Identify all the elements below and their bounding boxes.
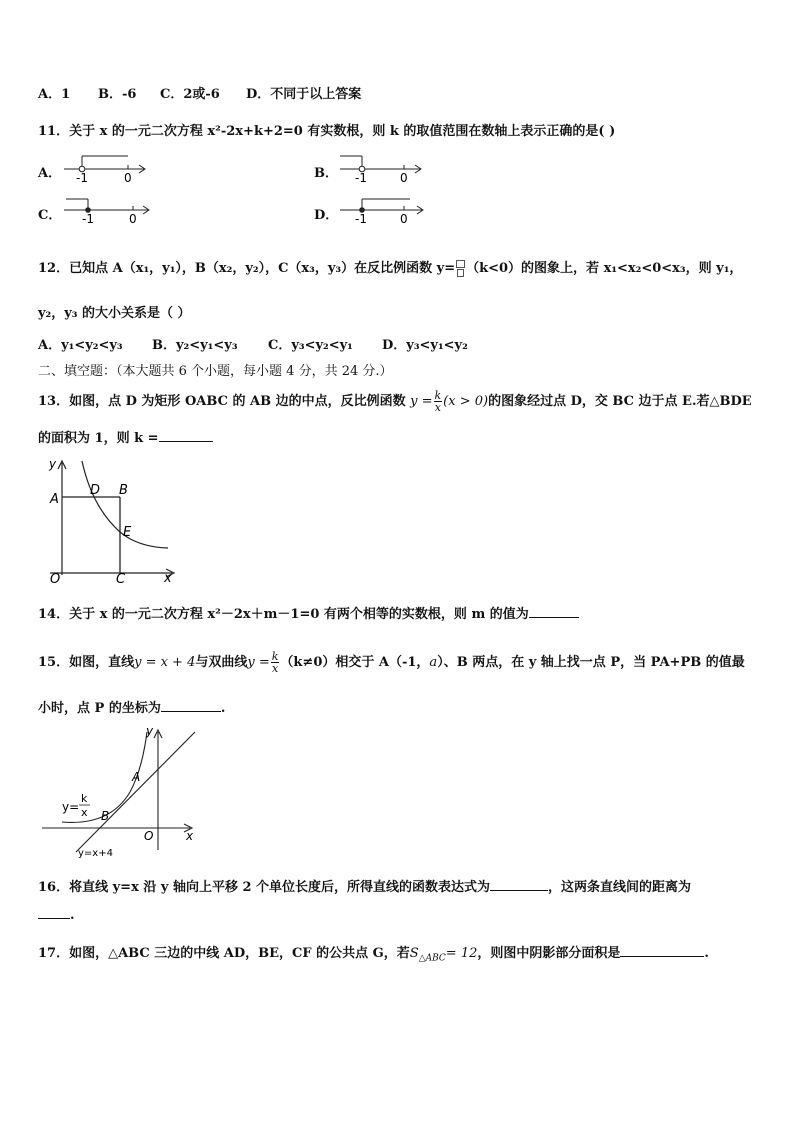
fig-label: y=x+4 [78,848,113,859]
q15-line2: 小时，点 P 的坐标为 . [38,701,226,716]
q17-stem: 17．如图，△ABC 三边的中线 AD，BE，CF 的公共点 G，若$S_{\triangle ABC}= 12$，则图中阴影部分面积是 . [38,946,709,964]
q12-stem-part1: 12．已知点 A（x₁，y₁），B（x₂，y₂），C（x₃，y₃）在反比例函数 y= [38,261,456,276]
q11-numberline-d [338,194,428,227]
q11-option-d-label: D． [314,208,339,223]
q15-fraction: $\frac{k}{x}$ [271,650,279,675]
q12-fraction-placeholder [456,260,465,277]
fig-label: y [146,724,154,738]
q10-option-d: D．不同于以上答案 [246,87,362,102]
tick-label: 0 [400,212,408,226]
q11-numberline-a [62,151,148,184]
fig-label: E [123,525,132,540]
tick-label: -1 [76,171,88,184]
section-2-title: 二、填空题：（本大题共 6 个小题，每小题 4 分，共 24 分.） [38,364,393,379]
q12-option-d: D．y₃<y₁<y₂ [382,338,468,353]
tick-label: -1 [355,212,367,226]
q13-y-eq: y = [410,394,433,409]
tick-label: 0 [124,171,132,184]
q13-part2: 的图象经过点 D，交 BC 边于点 E.若△BDE [488,394,752,409]
q17-answer-blank[interactable] [620,944,704,957]
q13-condition: (x > 0) [443,394,489,409]
tick-label: 0 [129,212,137,226]
q14-stem: 14．关于 x 的一元二次方程 x²－2x＋m－1=0 有两个相等的实数根，则 m 的值为 [38,603,579,622]
q11-stem: 11．关于 x 的一元二次方程 x²-2x+k+2=0 有实数根，则 k 的取值范围在数轴上表示正确的是( ) [38,124,616,139]
q13-line2: 的面积为 1，则 k = [38,427,213,446]
q11-option-b-label: B． [314,166,338,181]
fig-label: x [164,571,172,586]
q12-stem [38,257,742,277]
q10-option-c: C．2或-6 [160,87,220,102]
fig-label: y= [62,800,80,814]
q16-stem: 16．将直线 y=x 沿 y 轴向上平移 2 个单位长度后，所得直线的函数表达式为 ，这两条直线间的距离为 [38,880,692,895]
q15-stem: 15．如图，直线y = x + 4与双曲线y = $\frac{k}{x}$ （k≠0）相交于 A（-1，a）、B 两点，在 y 轴上找一点 P，当 PA+PB 的值最 [38,650,745,675]
q13-part1: 13．如图，点 D 为矩形 OABC 的 AB 边的中点，反比例函数 [38,394,406,409]
q14-answer-blank[interactable] [529,605,579,618]
q10-option-a: A．1 [38,87,71,102]
q16-answer-blank-1[interactable] [490,878,548,891]
fig-label: A [50,492,59,507]
q11-numberline-c [62,194,154,227]
q13-figure [40,455,180,587]
q13-answer-blank[interactable] [159,429,213,442]
fig-label: B [119,483,128,498]
q11-option-a-label: A． [38,166,62,181]
q12-stem-line2: y₂，y₃ 的大小关系是（ ） [38,306,191,321]
fig-label: x [81,806,88,819]
q12-option-b: B．y₂<y₁<y₃ [152,338,238,353]
fig-label: O [50,572,61,587]
q16-line2: . [38,906,75,923]
tick-label: -1 [355,171,367,184]
fig-label: B [101,809,110,823]
q12-stem-part2: （k<0）的图象上，若 x₁<x₂<0<x₃，则 y₁， [466,261,743,276]
q13-fraction: $\frac{k}{x}$ [434,389,442,414]
fig-label: C [116,572,126,587]
fig-label: O [144,829,154,843]
fig-label: y [49,457,57,471]
tick-label: -1 [82,212,94,226]
q12-option-a: A．y₁<y₂<y₃ [38,338,123,353]
q15-answer-blank[interactable] [161,699,221,712]
q15-figure [40,722,200,862]
fig-label: x [186,829,194,843]
q10-option-b: B．-6 [98,87,137,102]
q11-option-c-label: C． [38,208,62,223]
q16-answer-blank-2[interactable] [38,906,70,919]
tick-label: 0 [400,171,408,184]
q13-stem [38,390,752,413]
fig-label: k [81,792,88,805]
q11-numberline-b [338,151,426,184]
q12-option-c: C．y₃<y₂<y₁ [268,338,353,353]
fig-label: A [132,770,141,784]
q15-line-eq: y = x + 4 [134,655,196,670]
fig-label: D [90,483,101,498]
